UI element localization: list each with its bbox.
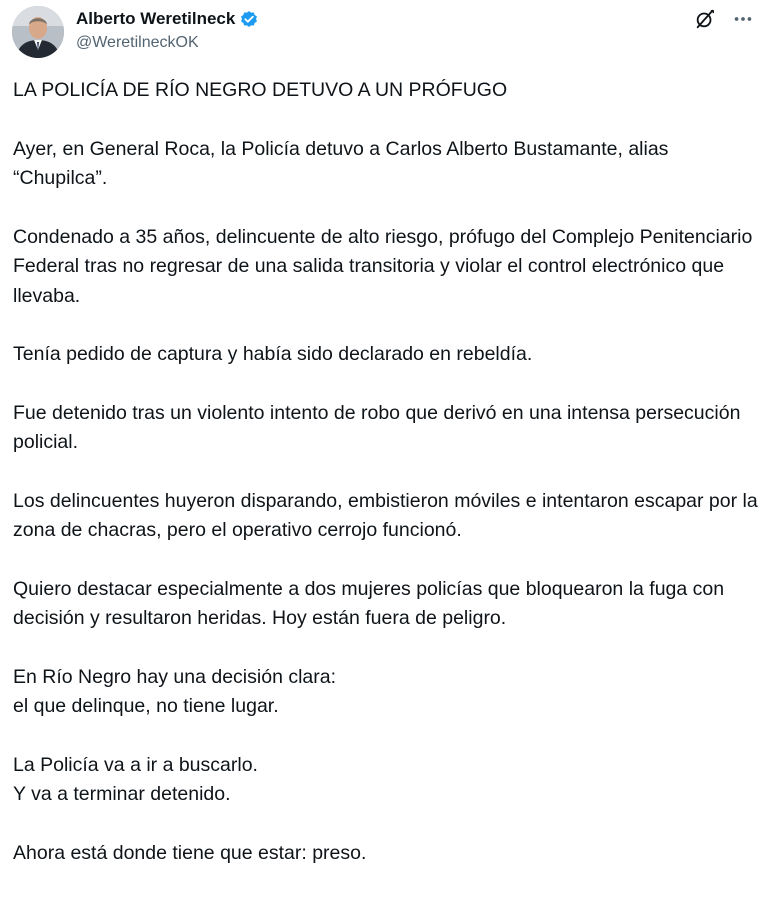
post-paragraph-8 <box>13 751 758 810</box>
post-paragraph-3: Tenía pedido de captura y había sido declarado en rebeldía. <box>13 343 533 365</box>
post-paragraph-7 <box>13 663 758 722</box>
post-paragraph-4: Fue detenido tras un violento intento de robo que derivó en una intensa persecución policial. <box>13 401 741 453</box>
tweet-header <box>12 6 758 60</box>
post-paragraph-8-line-1: La Policía va a ir a buscarlo. <box>13 753 258 776</box>
author-display-name[interactable]: Alberto Weretilneck <box>76 9 236 28</box>
post-paragraph-7-line-2: el que delinque, no tiene lugar. <box>13 695 279 717</box>
post-paragraph-5: Los delincuentes huyeron disparando, embistieron móviles e intentaron escapar por la zona de chacras, pero el operativo cerrojo funcionó. <box>13 489 758 541</box>
post-title: LA POLICÍA DE RÍO NEGRO DETUVO A UN PRÓFUGO <box>13 79 508 101</box>
avatar[interactable] <box>12 6 64 58</box>
author-handle[interactable]: @WeretilneckOK <box>76 34 199 51</box>
name-row <box>76 8 259 30</box>
post-paragraph-9: Ahora está donde tiene que estar: preso. <box>13 841 367 864</box>
post-paragraph-2: Condenado a 35 años, delincuente de alto riesgo, prófugo del Complejo Penitenciario Federal tras no regresar de una salida transitoria y violar el control electrónico que llevaba. <box>13 225 753 307</box>
verified-badge-icon <box>239 9 259 29</box>
tweet-text <box>13 76 758 897</box>
grok-icon[interactable] <box>694 8 716 30</box>
post-paragraph-7-line-1: En Río Negro hay una decisión clara: <box>13 665 337 688</box>
tweet-actions <box>694 8 754 30</box>
author-identity <box>76 8 259 52</box>
post-paragraph-8-line-2: Y va a terminar detenido. <box>13 783 231 805</box>
avatar-image <box>12 6 64 58</box>
post-paragraph-6: Quiero destacar especialmente a dos mujeres policías que bloquearon la fuga con decisión y resultaron heridas. Hoy están fuera de peligro. <box>13 577 725 629</box>
more-options-icon[interactable] <box>732 8 754 30</box>
post-paragraph-1: Ayer, en General Roca, la Policía detuvo a Carlos Alberto Bustamante, alias “Chupilca”. <box>13 137 669 189</box>
